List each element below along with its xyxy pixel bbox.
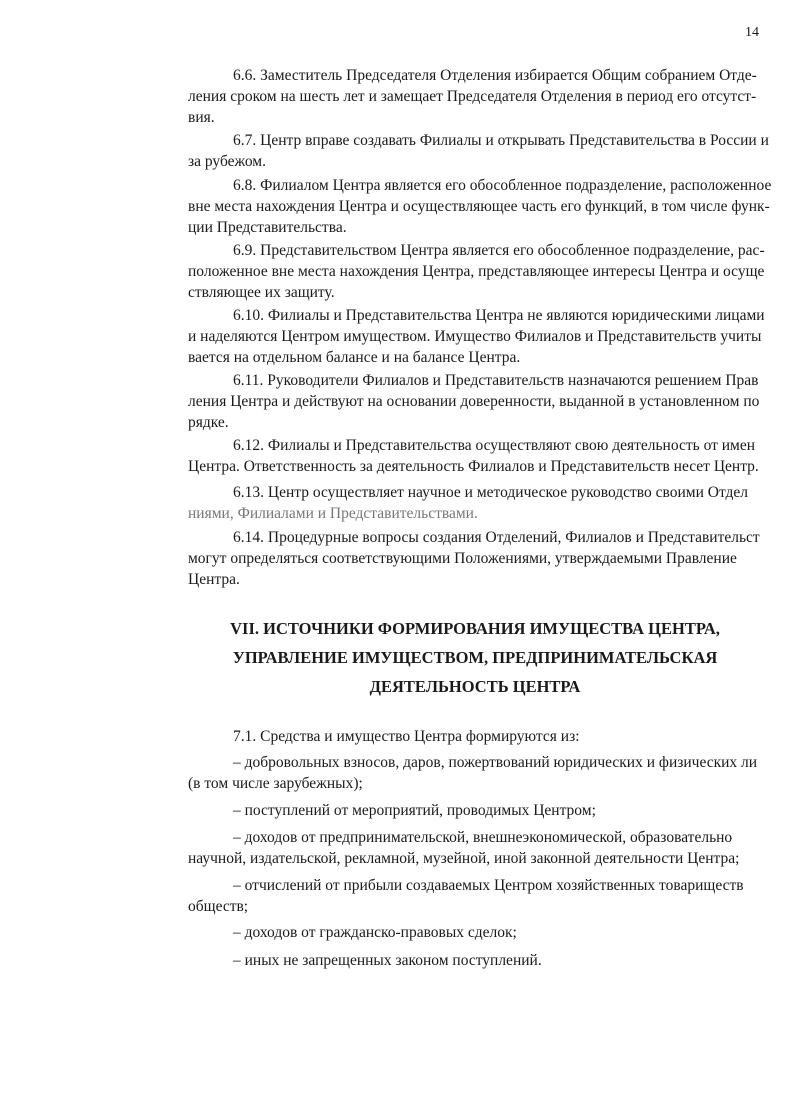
text-line: 6.9. Представительством Центра является его обособленное подразделение, рас- xyxy=(233,242,765,259)
text-line: ления сроком на шесть лет и замещает Председателя Отделения в период его отсутст- xyxy=(188,88,757,105)
text-line: (в том числе зарубежных); xyxy=(188,775,363,792)
paragraph-6-12 xyxy=(188,435,788,477)
text-line: ции Представительства. xyxy=(188,219,347,236)
text-line: положенное вне места нахождения Центра, представляющее интересы Центра и осуще xyxy=(188,263,765,280)
text-line: обществ; xyxy=(188,898,249,915)
text-line: – доходов от предпринимательской, внешнеэкономической, образовательно xyxy=(233,829,733,846)
paragraph-6-9 xyxy=(188,240,788,303)
list-item xyxy=(188,800,788,821)
text-line: ления Центра и действуют на основании доверенности, выданной в установленном по xyxy=(188,393,760,410)
text-line: 6.6. Заместитель Председателя Отделения избирается Общим собранием Отде- xyxy=(233,67,757,84)
text-line: и наделяются Центром имуществом. Имущество Филиалов и Представительств учиты xyxy=(188,328,762,345)
text-line: Центра. Ответственность за деятельность Филиалов и Представительств несет Центр. xyxy=(188,458,759,475)
text-line: вия. xyxy=(188,109,215,126)
text-line: ниями, Филиалами и Представительствами. xyxy=(188,505,478,522)
paragraph-6-10 xyxy=(188,305,788,368)
heading-line: VII. ИСТОЧНИКИ ФОРМИРОВАНИЯ ИМУЩЕСТВА ЦЕНТРА, xyxy=(230,619,720,638)
text-line: 7.1. Средства и имущество Центра формируются из: xyxy=(233,728,580,745)
paragraph-6-8 xyxy=(188,175,788,238)
list-item xyxy=(188,922,788,943)
text-line: – поступлений от мероприятий, проводимых Центром; xyxy=(233,802,596,819)
text-line: могут определяться соответствующими Положениями, утверждаемыми Правление xyxy=(188,550,737,567)
text-line: 6.8. Филиалом Центра является его обособленное подразделение, расположенное xyxy=(233,177,772,194)
text-line: научной, издательской, рекламной, музейной, иной законной деятельности Центра; xyxy=(188,850,740,867)
heading-line: ДЕЯТЕЛЬНОСТЬ ЦЕНТРА xyxy=(369,677,581,696)
text-line: рядке. xyxy=(188,414,229,431)
text-line: – добровольных взносов, даров, пожертвований юридических и физических ли xyxy=(233,754,758,771)
text-line: – доходов от гражданско-правовых сделок; xyxy=(233,924,517,941)
text-line: 6.7. Центр вправе создавать Филиалы и открывать Представительства в России и xyxy=(233,132,769,149)
text-line: 6.10. Филиалы и Представительства Центра не являются юридическими лицами xyxy=(233,307,765,324)
paragraph-6-14 xyxy=(188,527,788,590)
text-line: вне места нахождения Центра и осуществляющее часть его функций, в том числе функ- xyxy=(188,198,770,215)
list-item xyxy=(188,827,788,869)
page-number: 14 xyxy=(745,25,759,40)
text-line: 6.12. Филиалы и Представительства осуществляют свою деятельность от имен xyxy=(233,437,756,454)
section-heading xyxy=(180,614,770,701)
paragraph-7-1 xyxy=(188,726,788,747)
paragraph-6-11 xyxy=(188,370,788,433)
text-line: 6.13. Центр осуществляет научное и методическое руководство своими Отдел xyxy=(233,484,749,501)
list-item xyxy=(188,752,788,794)
paragraph-6-6 xyxy=(188,65,788,128)
heading-line: УПРАВЛЕНИЕ ИМУЩЕСТВОМ, ПРЕДПРИНИМАТЕЛЬСКАЯ xyxy=(232,648,718,667)
list-item xyxy=(188,875,788,917)
text-line: – иных не запрещенных законом поступлений. xyxy=(233,952,542,969)
text-line: ствляющее их защиту. xyxy=(188,284,335,301)
text-line: вается на отдельном балансе и на балансе Центра. xyxy=(188,349,521,366)
text-line: 6.14. Процедурные вопросы создания Отделений, Филиалов и Представительст xyxy=(233,529,760,546)
text-line: 6.11. Руководители Филиалов и Представительств назначаются решением Прав xyxy=(233,372,759,389)
text-line: за рубежом. xyxy=(188,153,266,170)
text-line: Центра. xyxy=(188,571,240,588)
text-line: – отчислений от прибыли создаваемых Центром хозяйственных товариществ xyxy=(233,877,744,894)
list-item xyxy=(188,950,788,971)
paragraph-6-7 xyxy=(188,130,788,172)
paragraph-6-13 xyxy=(188,482,788,524)
